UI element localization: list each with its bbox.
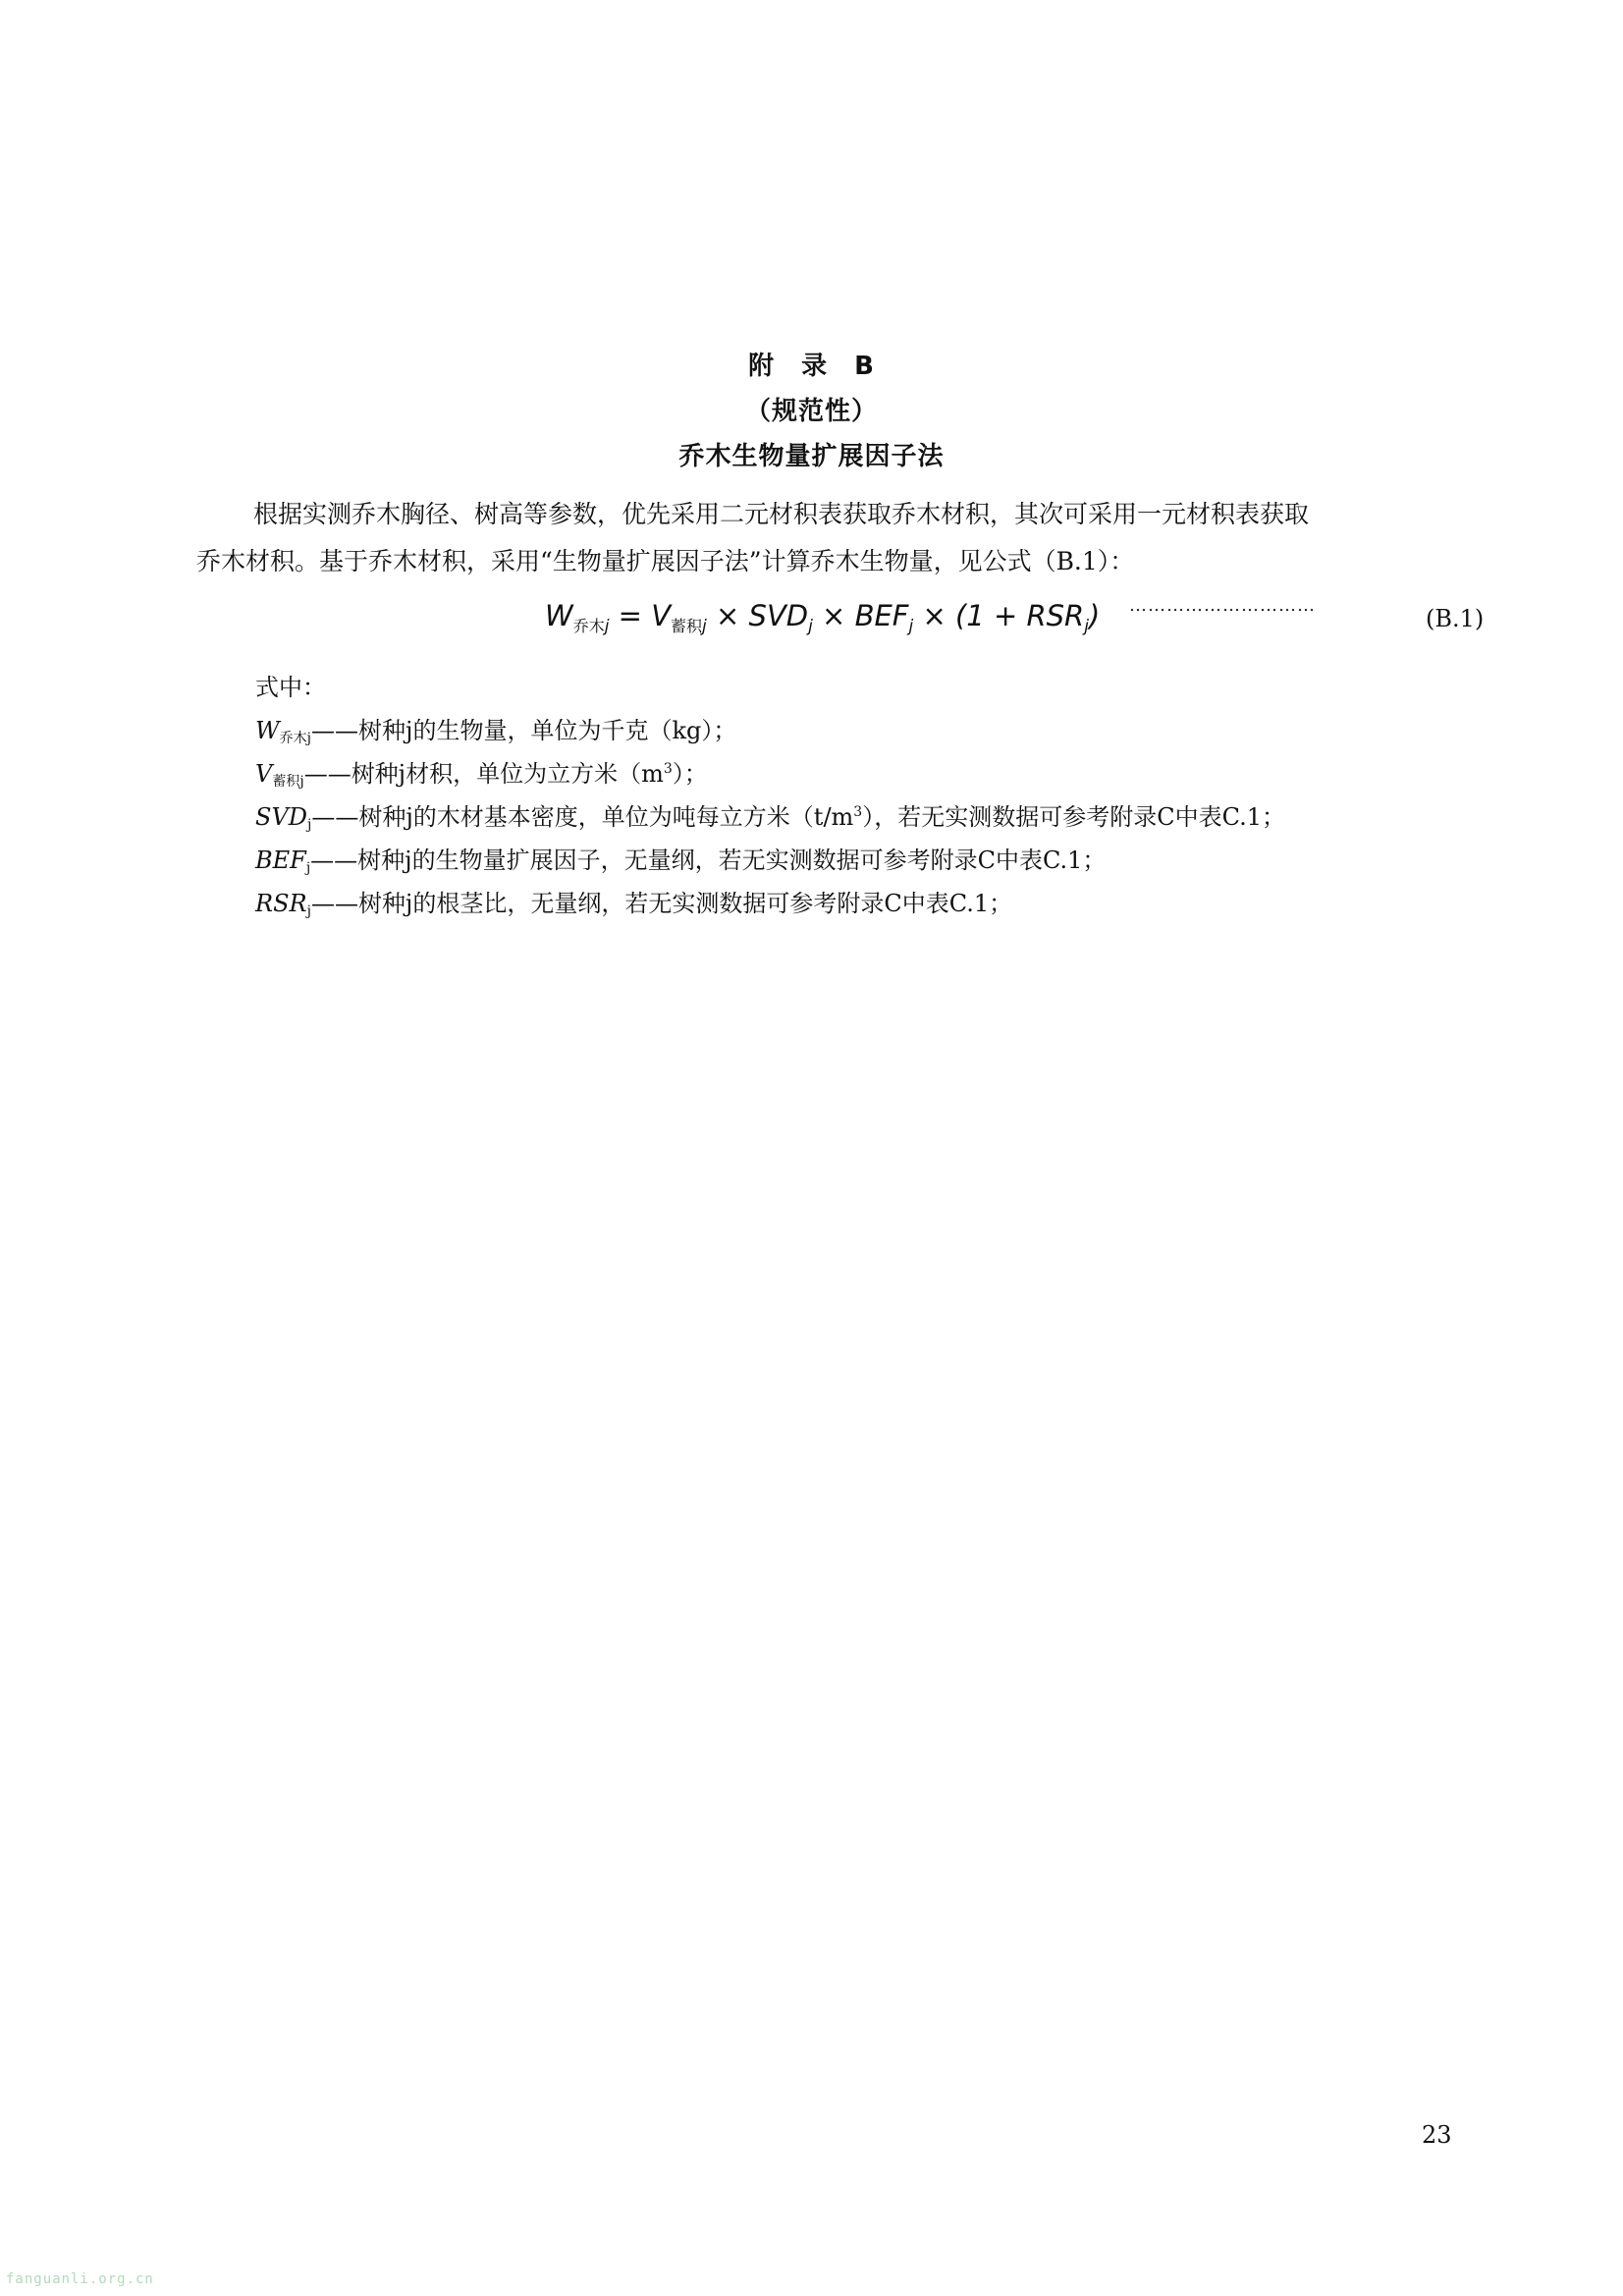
formula-rsr: RSR bbox=[1026, 599, 1085, 632]
formula-v-sub-j: j bbox=[702, 617, 707, 636]
formula-svd-sub: j bbox=[808, 617, 813, 636]
formula-times-2: × bbox=[812, 599, 855, 632]
definition-rsr-sub: j bbox=[306, 903, 311, 919]
definition-bef-sub: j bbox=[305, 860, 311, 876]
formula-w: W bbox=[545, 599, 573, 632]
definition-svd-sub: j bbox=[307, 817, 312, 833]
formula-bef-sub: j bbox=[908, 617, 914, 636]
definition-bef-text: ——树种j的生物量扩展因子，无量纲，若无实测数据可参考附录C中表C.1； bbox=[310, 847, 1107, 874]
definition-rsr bbox=[255, 884, 1012, 919]
formula-svd: SVD bbox=[748, 599, 809, 632]
intro-line-1: 根据实测乔木胸径、树高等参数，优先采用二元材积表获取乔木材积，其次可采用一元材积表获取 bbox=[253, 500, 1310, 528]
formula-equals: = bbox=[609, 599, 652, 632]
appendix-nature: （规范性） bbox=[744, 397, 878, 426]
formula-v-sub-cjk: 蓄积 bbox=[671, 617, 703, 635]
definition-v-text: ——树种j材积，单位为立方米（m bbox=[303, 760, 664, 788]
definition-svd-sup: 3 bbox=[853, 804, 863, 820]
definition-svd-tail: ），若无实测数据可参考附录C中表C.1； bbox=[862, 803, 1285, 831]
definition-v bbox=[255, 754, 708, 791]
formula-w-sub-cjk: 乔木 bbox=[572, 617, 605, 635]
formula-number: (B.1) bbox=[1426, 605, 1485, 632]
formula-paren-open: (1 + bbox=[954, 599, 1027, 632]
watermark: fanguanli.org.cn bbox=[6, 2271, 154, 2287]
formula-times-3: × bbox=[913, 599, 955, 632]
definition-w-text: ——树种j的生物量，单位为千克（kg）； bbox=[311, 717, 737, 744]
definition-v-tail: ）； bbox=[672, 760, 708, 788]
formula-leader-dots: ………………………… bbox=[1129, 595, 1316, 616]
definition-w-sub: 乔木j bbox=[279, 731, 312, 746]
definition-svd-text: ——树种j的木材基本密度，单位为吨每立方米（t/m bbox=[311, 803, 854, 831]
formula-b1 bbox=[545, 599, 1100, 636]
formula-rsr-sub: j bbox=[1084, 617, 1089, 636]
formula-w-sub-j: j bbox=[604, 617, 610, 636]
page-number: 23 bbox=[1422, 2121, 1452, 2149]
definition-rsr-symbol: RSR bbox=[255, 890, 307, 917]
intro-line-2: 乔木材积。基于乔木材积，采用“生物量扩展因子法”计算乔木生物量，见公式（B.1）： bbox=[196, 547, 1135, 575]
definition-v-sup: 3 bbox=[663, 761, 673, 777]
definition-bef bbox=[255, 841, 1106, 876]
formula-bef: BEF bbox=[854, 599, 909, 632]
appendix-heading: 附 录 B bbox=[748, 352, 875, 381]
definition-bef-symbol: BEF bbox=[255, 847, 306, 874]
definition-svd bbox=[255, 797, 1285, 833]
where-label: 式中： bbox=[255, 674, 326, 701]
formula-times-1: × bbox=[706, 599, 749, 632]
definition-v-sub: 蓄积j bbox=[272, 774, 304, 790]
formula-v: V bbox=[651, 599, 672, 632]
definition-w-symbol: W bbox=[255, 717, 280, 744]
formula-paren-close: ) bbox=[1088, 599, 1101, 632]
definition-w bbox=[255, 711, 736, 747]
definition-rsr-text: ——树种j的根茎比，无量纲，若无实测数据可参考附录C中表C.1； bbox=[310, 890, 1013, 917]
intro-paragraph bbox=[196, 491, 1483, 585]
definition-v-symbol: V bbox=[255, 760, 273, 788]
definition-svd-symbol: SVD bbox=[255, 803, 308, 831]
appendix-title: 乔木生物量扩展因子法 bbox=[678, 442, 945, 471]
